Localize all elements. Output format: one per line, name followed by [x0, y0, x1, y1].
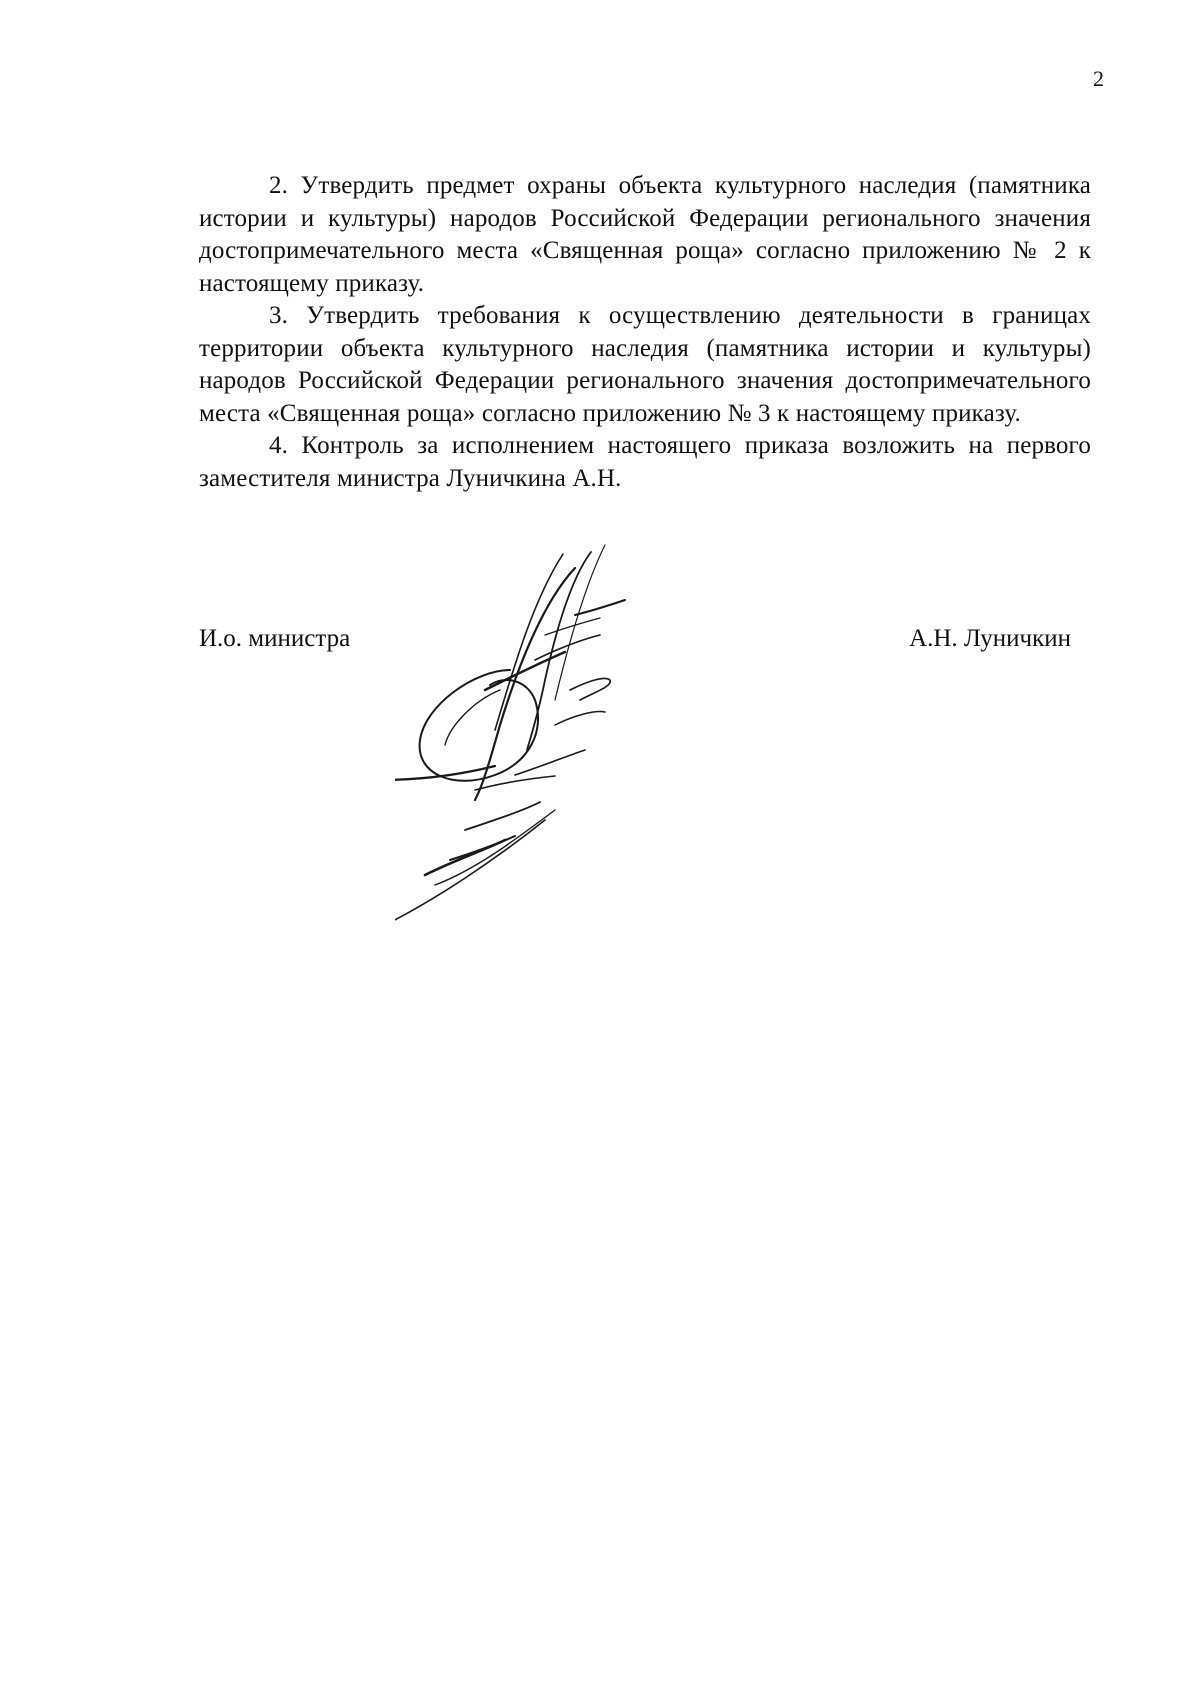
document-body: [199, 170, 1091, 495]
handwritten-signature: [395, 540, 695, 930]
paragraph-item-3: 3. Утвердить требования к осуществлению деятельности в границах территории объекта культурного наследия (памятника истории и культуры) народов Российской Федерации регионального значения достопримечательного места «Священная роща» согласно приложению № 3 к настоящему приказу.: [199, 302, 1091, 427]
signatory-role: И.о. министра: [199, 625, 351, 652]
signatory-name: А.Н. Луничкин: [909, 625, 1071, 652]
paragraph-item-4: 4. Контроль за исполнением настоящего приказа возложить на первого заместителя министра Луничкина А.Н.: [199, 432, 1091, 492]
page-number: 2: [1093, 66, 1104, 91]
paragraph-item-2: 2. Утвердить предмет охраны объекта культурного наследия (памятника истории и культуры) народов Российской Федерации регионального значения достопримечательного места «Священная роща» согласно приложению № 2 к настоящему приказу.: [199, 172, 1091, 297]
